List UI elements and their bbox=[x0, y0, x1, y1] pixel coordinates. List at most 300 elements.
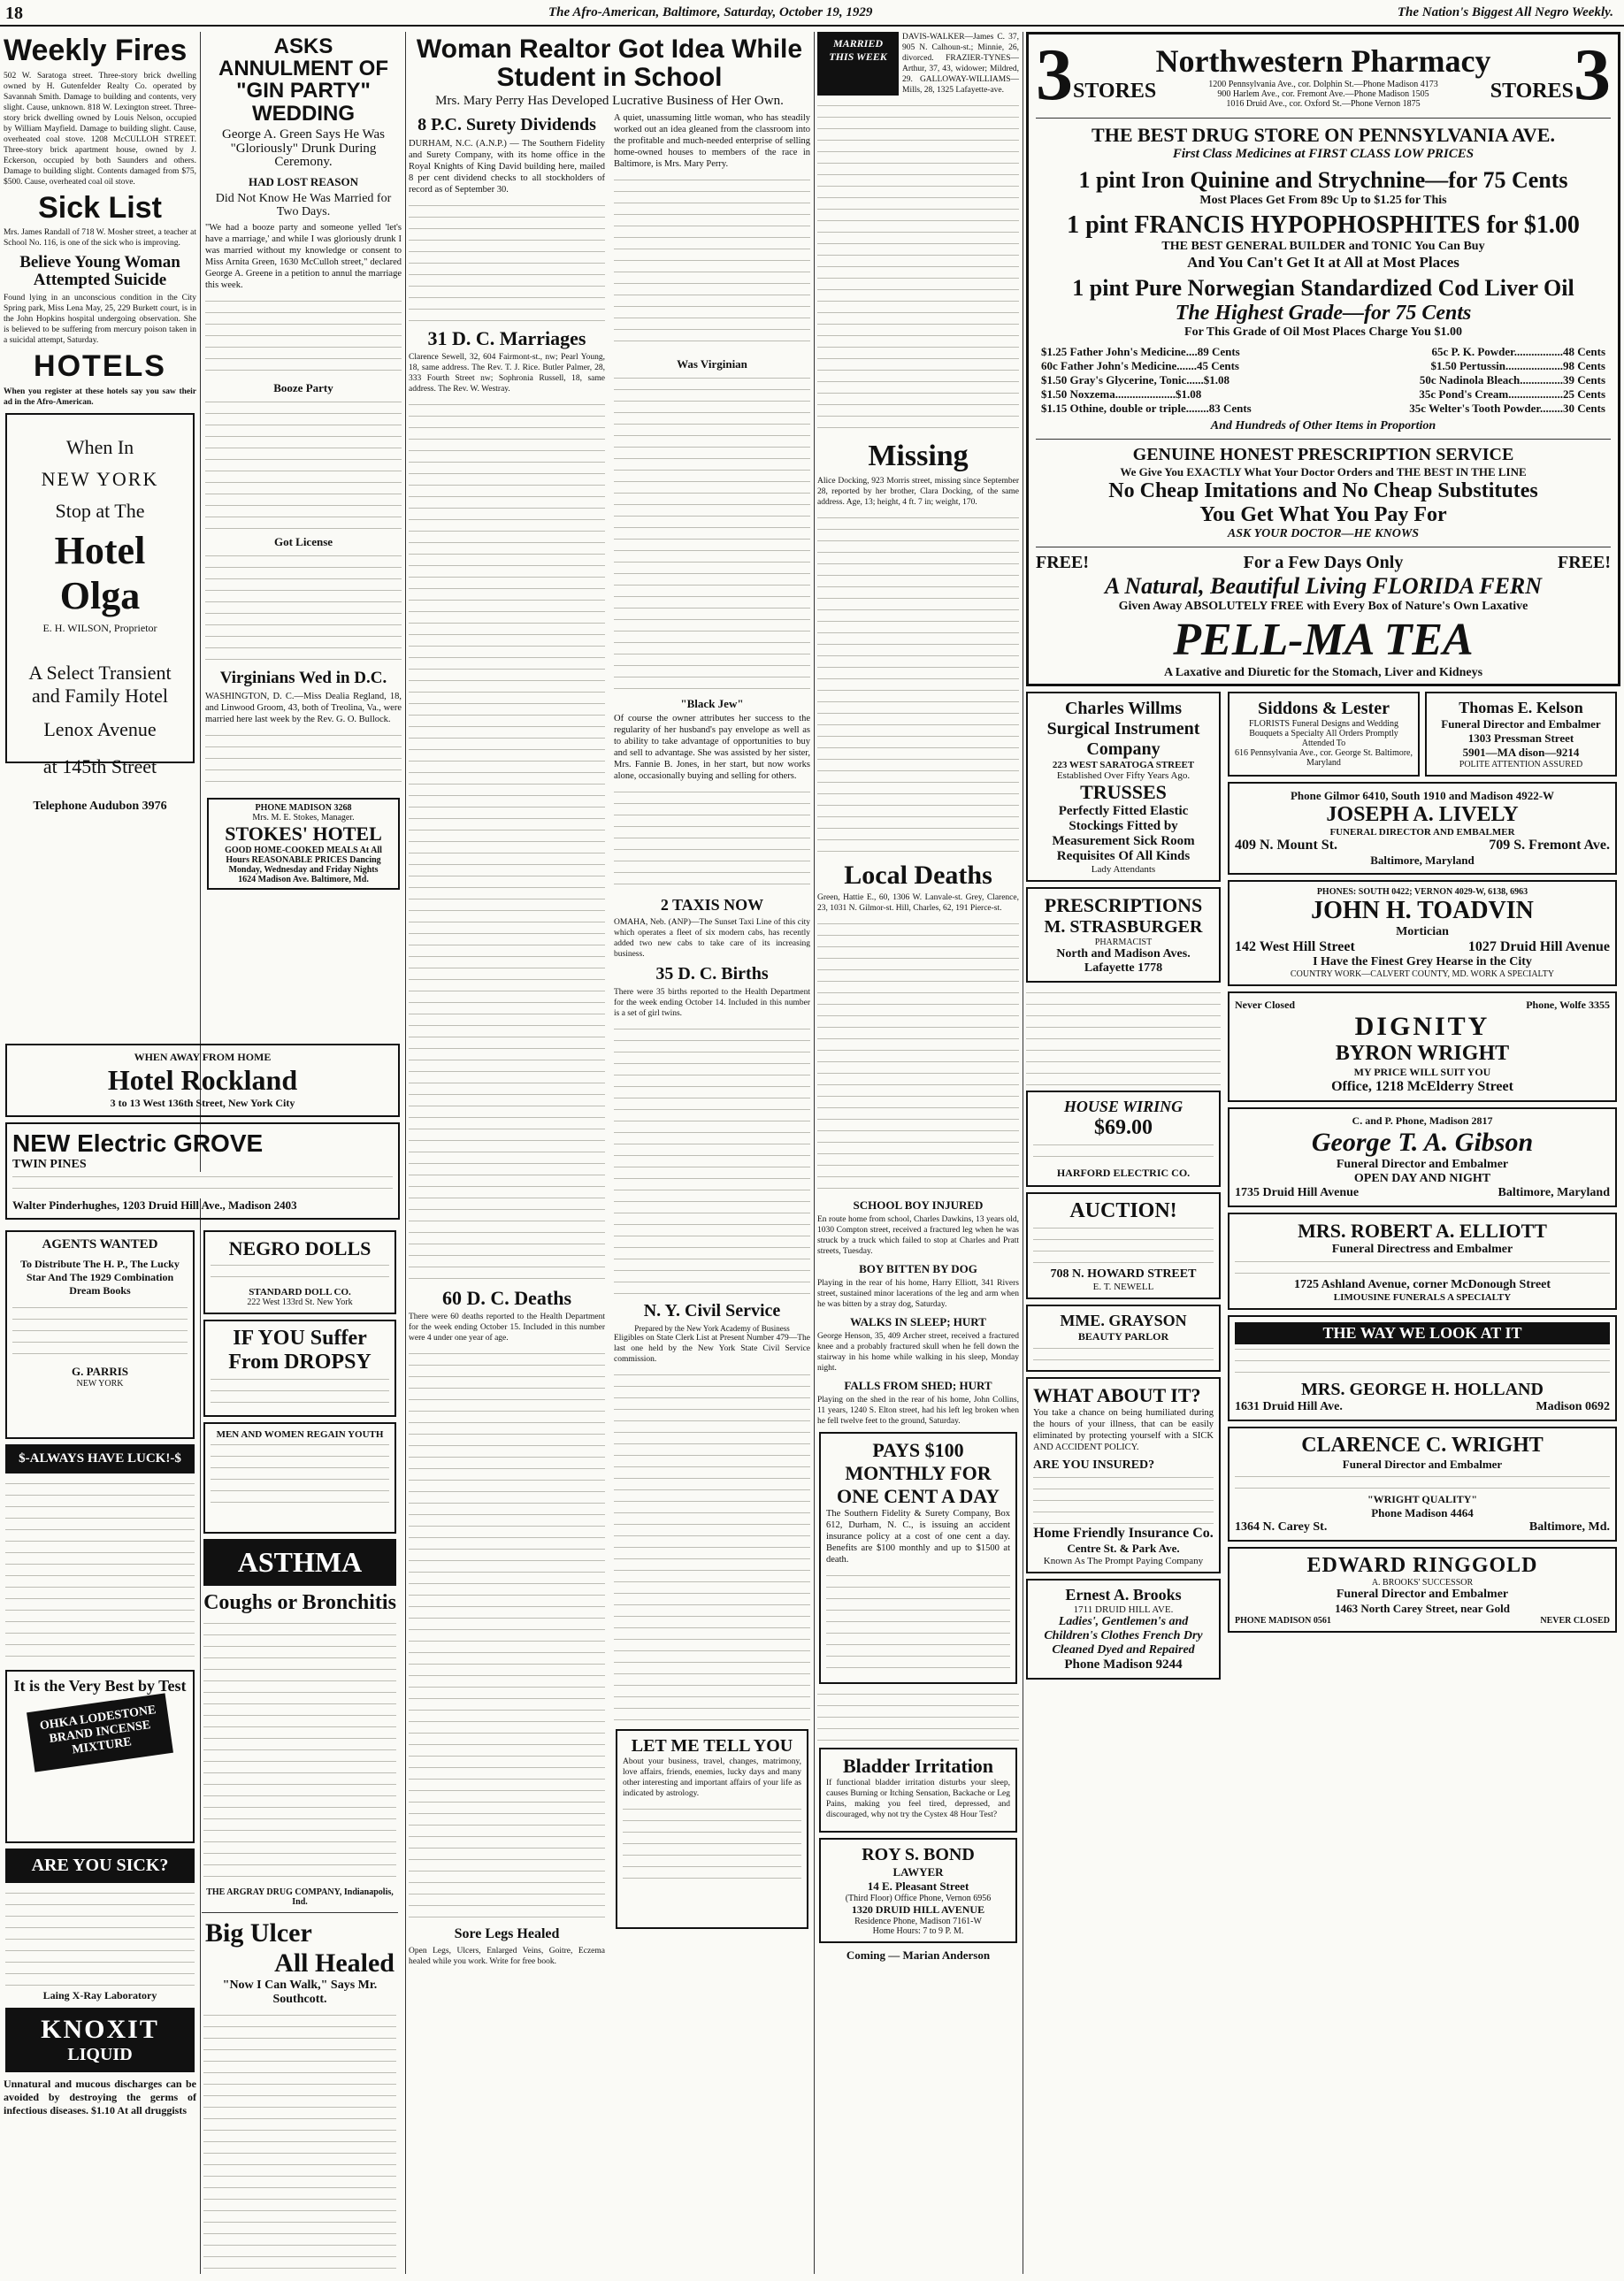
gin-party-text: "We had a booze party and someone yelled 'let's have a marriage,' and while I was gloriously drunk I was married without my knowledge or consent to Miss Arnita Green, 1630 McCulloh street," declared George A. Greene in a petition to annul the marriage this week. bbox=[205, 223, 402, 291]
what-text: You take a chance on being humiliated during the hours of your illness, that can be easily eliminated by protecting yourself with a SICK AND ACCIDENT POLICY. bbox=[1033, 1408, 1214, 1452]
left-lower-ads bbox=[4, 1044, 402, 2277]
price-item: $1.50 Gray's Glycerine, Tonic......$1.08 bbox=[1041, 373, 1230, 387]
price-item: 50c Nadinola Bleach...............39 Cents bbox=[1419, 373, 1605, 387]
price-row bbox=[1036, 373, 1611, 387]
text-column-filler bbox=[1033, 1343, 1214, 1365]
kelson-title: Funeral Director and Embalmer bbox=[1441, 717, 1601, 731]
nw-genuine: GENUINE HONEST PRESCRIPTION SERVICE bbox=[1132, 445, 1514, 464]
nw-no-cheap: No Cheap Imitations and No Cheap Substitutes bbox=[1108, 479, 1538, 502]
text-column-filler bbox=[205, 551, 402, 666]
what-headline: WHAT ABOUT IT? bbox=[1033, 1384, 1201, 1406]
knoxit-name: KNOXIT bbox=[41, 2015, 159, 2044]
lively-name: JOSEPH A. LIVELY bbox=[1326, 803, 1519, 826]
price-row bbox=[1036, 402, 1611, 416]
stokes-description: GOOD HOME-COOKED MEALS At All Hours REASONABLE PRICES Dancing Monday, Wednesday and Friday Nights bbox=[225, 846, 382, 876]
nw-line-3b: The Highest Grade—for 75 Cents bbox=[1175, 302, 1472, 325]
tell-you-text: About your business, travel, changes, matrimony, love affairs, friends, enemies, lucky days and many other interesting and important affairs of your life as indicated by astrology. bbox=[623, 1757, 801, 1798]
ringgold-successor: A. BROOKS' SUCCESSOR bbox=[1371, 1578, 1474, 1588]
hotels-headline: HOTELS bbox=[34, 349, 166, 384]
grayson-title: BEAUTY PARLOR bbox=[1077, 1330, 1169, 1343]
hotels-note: When you register at these hotels say you saw their ad in the Afro-American. bbox=[4, 387, 196, 407]
wright-name: CLARENCE C. WRIGHT bbox=[1301, 1434, 1544, 1457]
auction-name: E. T. NEWELL bbox=[1092, 1282, 1154, 1292]
roy-name: ROY S. BOND bbox=[862, 1845, 975, 1865]
willms-lady: Lady Attendants bbox=[1091, 864, 1156, 875]
taxis-headline: 2 TAXIS NOW bbox=[660, 895, 764, 914]
brooks-address: 1711 DRUID HILL AVE. bbox=[1073, 1604, 1174, 1615]
text-column-filler bbox=[826, 1571, 1010, 1677]
stokes-hotel-ad bbox=[207, 798, 400, 890]
text-column-filler bbox=[409, 1349, 605, 1924]
xray-name: Laing X-Ray Laboratory bbox=[42, 1989, 157, 2002]
gin-party-headline: ASKS ANNULMENT OF "GIN PARTY" WEDDING bbox=[218, 34, 388, 126]
knoxit-text: Unnatural and mucous discharges can be avoided by destroying the germs of infectious diseases. $1.10 At all druggists bbox=[4, 2078, 196, 2116]
kelson-ad bbox=[1425, 692, 1617, 777]
ringgold-address: 1463 North Carey Street, near Gold bbox=[1335, 1602, 1510, 1615]
grove-pines: TWIN PINES bbox=[12, 1158, 87, 1171]
masthead bbox=[0, 0, 1624, 27]
agents-text: To Distribute The H. P., The Lucky Star And The 1929 Combination Dream Books bbox=[20, 1258, 180, 1297]
house-wiring-ad bbox=[1026, 1091, 1221, 1187]
masthead-slogan: The Nation's Biggest All Negro Weekly. bbox=[1397, 5, 1613, 19]
toadvin-address-2: 1027 Druid Hill Avenue bbox=[1467, 939, 1610, 954]
ringgold-title: Funeral Director and Embalmer bbox=[1336, 1588, 1509, 1601]
column-3 bbox=[409, 112, 605, 1972]
grove-name: NEW Electric GROVE bbox=[12, 1129, 264, 1157]
nw-ask: ASK YOUR DOCTOR—HE KNOWS bbox=[1227, 527, 1420, 540]
holland-address: 1631 Druid Hill Ave. bbox=[1235, 1400, 1343, 1413]
roy-title: LAWYER bbox=[892, 1865, 944, 1879]
ohka-label: OHKA LODESTONE BRAND INCENSE MIXTURE bbox=[27, 1693, 173, 1772]
column-5 bbox=[817, 32, 1019, 2278]
nw-name: Northwestern Pharmacy bbox=[1155, 42, 1491, 79]
sore-legs-text: Open Legs, Ulcers, Enlarged Veins, Goitre, Eczema healed while you work. Write for free book. bbox=[409, 1946, 605, 1966]
price-item: 35c Pond's Cream...................25 Cents bbox=[1419, 387, 1605, 401]
price-item: $1.25 Father John's Medicine....89 Cents bbox=[1041, 345, 1240, 358]
brooks-phone: Phone Madison 9244 bbox=[1064, 1657, 1183, 1672]
holland-phone: Madison 0692 bbox=[1536, 1400, 1610, 1413]
text-column-filler bbox=[1033, 1140, 1214, 1167]
bladder-text: If functional bladder irritation disturbs your sleep, causes Burning or Itching Sensation, Backache or Leg Pains, making you feel tired, depressed, and discouraged, why not try the Cystex 48 Hour Test? bbox=[826, 1779, 1010, 1820]
elliott-address: 1725 Ashland Avenue, corner McDonough Street bbox=[1293, 1278, 1551, 1291]
column-2 bbox=[205, 32, 402, 1075]
dividends-headline: 8 P.C. Surety Dividends bbox=[417, 114, 596, 134]
nw-address-2: 900 Harlem Ave., cor. Fremont Ave.—Phone Madison 1505 bbox=[1217, 88, 1429, 99]
willms-name: Charles Willms Surgical Instrument Company bbox=[1046, 699, 1200, 759]
knoxit-ad bbox=[5, 2008, 195, 2072]
dropsy-headline: IF YOU Suffer From DROPSY bbox=[228, 1327, 372, 1374]
home-friendly-name: Home Friendly Insurance Co. bbox=[1033, 1526, 1214, 1541]
text-column-filler bbox=[205, 731, 402, 792]
text-column-filler bbox=[211, 1374, 389, 1410]
nw-pellma: PELL-MA TEA bbox=[1173, 615, 1474, 665]
civil-service-headline: N. Y. Civil Service bbox=[643, 1300, 781, 1320]
gibson-open: OPEN DAY AND NIGHT bbox=[1353, 1172, 1491, 1185]
bladder-headline: Bladder Irritation bbox=[842, 1755, 994, 1778]
price-item: $1.50 Pertussin....................98 Cents bbox=[1430, 359, 1605, 372]
olga-street: at 145th Street bbox=[42, 754, 157, 777]
incense-ad bbox=[5, 1670, 195, 1843]
nw-stores-left: STORES bbox=[1073, 79, 1157, 103]
columns-3-4 bbox=[409, 32, 810, 2278]
text-column-filler bbox=[205, 397, 402, 530]
kelson-name: Thomas E. Kelson bbox=[1459, 699, 1583, 716]
married-badge: MARRIED THIS WEEK bbox=[817, 32, 899, 96]
gin-party-sub-booze: Booze Party bbox=[273, 381, 333, 395]
auction-ad bbox=[1026, 1192, 1221, 1299]
virginian-sub: Was Virginian bbox=[677, 356, 747, 371]
luck-banner bbox=[5, 1444, 195, 1473]
brooks-name: Ernest A. Brooks bbox=[1065, 1586, 1182, 1604]
ringgold-closed: NEVER CLOSED bbox=[1540, 1616, 1610, 1626]
school-boy-headline: SCHOOL BOY INJURED bbox=[853, 1198, 984, 1213]
ulcer-headline-1: Big Ulcer bbox=[205, 1918, 312, 1948]
column-4 bbox=[614, 112, 810, 1972]
elliott-name: MRS. ROBERT A. ELLIOTT bbox=[1298, 1220, 1547, 1242]
brooks-description: Ladies', Gentlemen's and Children's Clothes French Dry Cleaned Dyed and Repaired bbox=[1044, 1615, 1203, 1657]
gibson-name: George T. A. Gibson bbox=[1311, 1128, 1534, 1157]
roy-office: (Third Floor) Office Phone, Vernon 6956 bbox=[845, 1894, 992, 1904]
rx-headline: PRESCRIPTIONS bbox=[1044, 894, 1203, 916]
what-about-it-ad bbox=[1026, 1377, 1221, 1573]
suicide-headline: Believe Young Woman Attempted Suicide bbox=[19, 253, 180, 290]
nw-stores-right: STORES bbox=[1490, 79, 1574, 103]
price-item: 65c P. K. Powder.................48 Cents bbox=[1431, 345, 1605, 358]
sick-list-headline: Sick List bbox=[38, 190, 162, 225]
nw-line-2: 1 pint FRANCIS HYPOPHOSPHITES for $1.00 bbox=[1067, 211, 1580, 239]
virginians-text: WASHINGTON, D. C.—Miss Dealia Regland, 18, and Linwood Groom, 43, both of Treolina, Va., were married here last week by the Rev. G. O. Bullock. bbox=[205, 692, 402, 725]
sleep-walk-headline: WALKS IN SLEEP; HURT bbox=[850, 1315, 986, 1329]
wright-address: 1364 N. Carey St. bbox=[1235, 1520, 1328, 1534]
births-text: There were 35 births reported to the Health Department for the week ending October 14. Included in this number is a set of girl twins. bbox=[614, 987, 810, 1018]
toadvin-hearse: I Have the Finest Grey Hearse in the City bbox=[1313, 955, 1532, 968]
toadvin-ad bbox=[1228, 880, 1617, 986]
gibson-city: Baltimore, Maryland bbox=[1498, 1186, 1610, 1199]
masthead-title: The Afro-American, Baltimore, Saturday, October 19, 1929 bbox=[548, 5, 873, 19]
text-column-filler bbox=[211, 1260, 389, 1287]
realtor-text: A quiet, unassuming little woman, who has steadily worked out an idea gleaned from the classroom into the profitable and much-needed enterprise of selling home-owned houses to members of the race in Baltimore, is Mrs. Mary Perry. bbox=[614, 112, 810, 169]
school-boy-text: En route home from school, Charles Dawkins, 13 years old, 1030 Compton street, received a fractured leg when he was struck by a truck which failed to stop at Charles and Pratt streets, Tuesday. bbox=[817, 1215, 1019, 1257]
ringgold-name: EDWARD RINGGOLD bbox=[1306, 1554, 1538, 1577]
text-column-filler bbox=[12, 1303, 188, 1365]
black-jew-sub: "Black Jew" bbox=[680, 696, 744, 710]
text-column-filler bbox=[203, 2010, 396, 2276]
ringgold-phone: PHONE MADISON 0561 bbox=[1235, 1616, 1331, 1626]
price-item: $1.50 Noxzema.....................$1.08 bbox=[1041, 387, 1202, 401]
text-column-filler bbox=[1235, 1344, 1610, 1380]
text-column-filler bbox=[817, 101, 1019, 437]
nw-given: Given Away ABSOLUTELY FREE with Every Box of Nature's Own Laxative bbox=[1118, 600, 1528, 613]
text-column-filler bbox=[409, 201, 605, 325]
roy-bond-ad bbox=[819, 1838, 1017, 1943]
price-item: 60c Father John's Medicine.......45 Cents bbox=[1041, 359, 1239, 372]
nw-line-2b: THE BEST GENERAL BUILDER and TONIC You Can Buy bbox=[1161, 240, 1485, 253]
knoxit-sub: LIQUID bbox=[67, 2045, 133, 2064]
nw-line-3: 1 pint Pure Norwegian Standardized Cod Liver Oil bbox=[1072, 275, 1574, 301]
right-ads bbox=[1026, 32, 1620, 2278]
dolls-company: STANDARD DOLL CO. bbox=[249, 1287, 351, 1297]
auction-address: 708 N. HOWARD STREET bbox=[1050, 1267, 1197, 1281]
siddons-description: FLORISTS Funeral Designs and Wedding Bouquets a Specialty All Orders Promptly Attended To bbox=[1248, 719, 1398, 748]
text-column-filler bbox=[1235, 1472, 1610, 1493]
olga-avenue: Lenox Avenue bbox=[43, 717, 157, 740]
grayson-name: MME. GRAYSON bbox=[1060, 1312, 1187, 1329]
dog-bite-text: Playing in the rear of his home, Harry Elliott, 341 Rivers street, sustained minor lacerations of the leg and arm when he was bitten by a stray dog, Saturday. bbox=[817, 1279, 1019, 1310]
luck-headline: $-ALWAYS HAVE LUCK!-$ bbox=[19, 1451, 181, 1466]
dropsy-ad bbox=[203, 1320, 396, 1417]
marriages-text: Clarence Sewell, 32, 604 Fairmont-st., nw; Pearl Young, 18, same address. The Rev. T. J. Rice. Butler Palmer, 28, 333 Fourth Street nw; Sophronia Russell, 18, same address. The Rev. W. Westray. bbox=[409, 352, 605, 394]
nw-few-days: For a Few Days Only bbox=[1243, 553, 1404, 572]
stokes-phone: PHONE MADISON 3268 bbox=[255, 803, 352, 814]
pays-headline: PAYS $100 MONTHLY FOR ONE CENT A DAY bbox=[836, 1439, 1000, 1508]
olga-city: NEW YORK bbox=[41, 467, 159, 490]
price-row bbox=[1036, 345, 1611, 359]
dolls-headline: NEGRO DOLLS bbox=[228, 1237, 372, 1259]
olga-when: When In bbox=[65, 435, 134, 458]
marriages-headline: 31 D. C. Marriages bbox=[427, 326, 586, 349]
nw-first-class: First Class Medicines at FIRST CLASS LOW PRICES bbox=[1172, 147, 1475, 161]
olga-phone: Telephone Audubon 3976 bbox=[33, 799, 167, 813]
divider bbox=[202, 1912, 398, 1913]
wright-phone: Phone Madison 4464 bbox=[1371, 1506, 1474, 1519]
lively-phone: Phone Gilmor 6410, South 1910 and Madison 4922-W bbox=[1290, 789, 1555, 802]
holland-ad bbox=[1228, 1315, 1617, 1421]
dignity-never: Never Closed bbox=[1235, 999, 1296, 1011]
text-column-filler bbox=[1033, 1473, 1214, 1526]
price-row bbox=[1036, 359, 1611, 373]
dignity-name: DIGNITY bbox=[1354, 1012, 1490, 1041]
dignity-by: BYRON WRIGHT bbox=[1335, 1042, 1510, 1065]
text-column-filler bbox=[12, 1172, 393, 1198]
regain-youth-ad bbox=[203, 1422, 396, 1534]
nw-free-right: FREE! bbox=[1557, 553, 1611, 572]
text-column-filler bbox=[1235, 1257, 1610, 1278]
toadvin-phones: PHONES: SOUTH 0422; VERNON 4029-W, 6138, 6963 bbox=[1316, 887, 1528, 897]
nw-free-left: FREE! bbox=[1036, 553, 1089, 572]
married-text: DAVIS-WALKER—James C. 37, 905 N. Calhoun-st.; Minnie, 26, divorced. FRAZIER-TYNES—Arthur, 37, 43, widower; Mildred, 29. GALLOWAY-WILLIAMS—Mills, 28, 1325 Lafayette-ave. bbox=[902, 33, 1019, 95]
pays-monthly-ad bbox=[819, 1432, 1017, 1684]
asthma-banner bbox=[203, 1539, 396, 1586]
black-jew-text: Of course the owner attributes her success to the regularity of her husband's pay envelope as well as to ability to take advantage of opportunities to buy and sell to advantage. She was assisted by her sister, Mrs. Fannie B. Jones, in her start, but now works alone, occasionally buying and selling for others. bbox=[614, 713, 810, 781]
civil-service-text: Eligibles on State Clerk List at Present Number 479—The last one held by the New York State Civil Service commission. bbox=[614, 1333, 810, 1364]
realtor-headline: Woman Realtor Got Idea While Student in School bbox=[416, 34, 803, 92]
nw-hundreds: And Hundreds of Other Items in Proportion bbox=[1210, 419, 1436, 432]
weekly-fires-headline: Weekly Fires bbox=[4, 34, 188, 67]
text-column-filler bbox=[409, 400, 605, 1284]
column-rule bbox=[405, 32, 406, 2274]
deaths-headline: 60 D. C. Deaths bbox=[441, 1286, 572, 1309]
olga-name: Hotel Olga bbox=[54, 528, 146, 617]
home-friendly-note: Known As The Prompt Paying Company bbox=[1043, 1556, 1204, 1566]
olga-description: A Select Transient and Family Hotel bbox=[28, 661, 172, 707]
wiring-headline: HOUSE WIRING bbox=[1063, 1098, 1184, 1115]
gibson-ad bbox=[1228, 1107, 1617, 1207]
lively-address-2: 709 S. Fremont Ave. bbox=[1489, 838, 1610, 853]
agents-wanted-ad bbox=[5, 1230, 195, 1439]
price-row bbox=[1036, 387, 1611, 402]
ulcer-headline-2: All Healed bbox=[274, 1948, 395, 1978]
pays-text: The Southern Fidelity & Surety Company, Box 612, Durham, N. C., is issuing an accident insurance policy at a cost of one cent a day. Benefits are $100 monthly and up to $1500 at death. bbox=[826, 1509, 1010, 1565]
nw-number-right: 3 bbox=[1574, 34, 1611, 116]
roy-hours: Home Hours: 7 to 9 P. M. bbox=[872, 1926, 964, 1937]
agents-headline: AGENTS WANTED bbox=[42, 1237, 158, 1251]
nw-exactly: We Give You EXACTLY What Your Doctor Orders and THE BEST IN THE LINE bbox=[1120, 465, 1527, 478]
wiring-company: HARFORD ELECTRIC CO. bbox=[1056, 1167, 1191, 1179]
brooks-ad bbox=[1026, 1579, 1221, 1680]
virginians-headline: Virginians Wed in D.C. bbox=[219, 669, 387, 688]
ringgold-ad bbox=[1228, 1547, 1617, 1633]
wright-city: Baltimore, Md. bbox=[1528, 1520, 1610, 1534]
gin-party-sub-license: Got License bbox=[273, 535, 333, 549]
rx-address: North and Madison Aves. Lafayette 1778 bbox=[1056, 947, 1191, 975]
rockland-address: 3 to 13 West 136th Street, New York City bbox=[110, 1097, 295, 1109]
asthma-company: THE ARGRAY DRUG COMPANY, Indianapolis, Ind. bbox=[206, 1887, 394, 1907]
lively-title: FUNERAL DIRECTOR AND EMBALMER bbox=[1329, 827, 1515, 838]
agents-city: NEW YORK bbox=[76, 1379, 124, 1389]
willms-address: 223 WEST SARATOGA STREET bbox=[1052, 760, 1195, 770]
nw-line-2c: And You Can't Get It at All at Most Places bbox=[1187, 254, 1459, 271]
hotel-olga-ad bbox=[5, 413, 195, 813]
olga-stop: Stop at The bbox=[55, 499, 145, 522]
toadvin-address-1: 142 West Hill Street bbox=[1235, 939, 1355, 954]
elliott-title: Funeral Directress and Embalmer bbox=[1331, 1243, 1513, 1256]
dolls-address: 222 West 133rd St. New York bbox=[247, 1297, 353, 1307]
lively-city: Baltimore, Maryland bbox=[1370, 853, 1475, 867]
siddons-name: Siddons & Lester bbox=[1258, 699, 1390, 718]
suicide-text: Found lying in an unconscious condition in the City Spring park, Miss Lena May, 25, 229 Burkett court, is in the John Hopkins hospital undergoing observation. She is believed to be suffering from mercury poison taken in a suicidal attempt, Saturday. bbox=[4, 294, 196, 346]
text-column-filler bbox=[623, 1804, 801, 1884]
gin-party-sub-2: Did Not Know He Was Married for Two Days. bbox=[215, 192, 392, 218]
nw-laxative: A Laxative and Diuretic for the Stomach, Liver and Kidneys bbox=[1163, 666, 1483, 679]
tell-you-headline: LET ME TELL YOU bbox=[631, 1735, 793, 1756]
toadvin-name: JOHN H. TOADVIN bbox=[1311, 897, 1534, 924]
missing-text: Alice Docking, 923 Morris street, missing since September 28, reported by her brother, Clara Docking, of the same address. Age, 13; height, 4 ft. 7 in; weight, 170. bbox=[817, 476, 1019, 507]
nw-address-3: 1016 Druid Ave., cor. Oxford St.—Phone Vernon 1875 bbox=[1226, 98, 1421, 109]
nw-line-1: 1 pint Iron Quinine and Strychnine—for 75 Cents bbox=[1078, 167, 1568, 193]
column-rule bbox=[814, 32, 815, 2274]
local-deaths-headline: Local Deaths bbox=[844, 860, 992, 890]
electric-grove-ad bbox=[5, 1122, 400, 1220]
siddons-address: 616 Pennsylvania Ave., cor. George St. Baltimore, Maryland bbox=[1235, 748, 1413, 768]
nw-line-3c: For This Grade of Oil Most Places Charge You $1.00 bbox=[1184, 325, 1462, 339]
ulcer-deck: "Now I Can Walk," Says Mr. Southcott. bbox=[222, 1979, 378, 2006]
text-column-filler bbox=[614, 1370, 810, 1724]
gin-party-sub-1: HAD LOST REASON bbox=[248, 175, 358, 188]
text-column-filler bbox=[203, 1619, 396, 1884]
text-column-filler bbox=[614, 1024, 810, 1298]
nw-price-list bbox=[1036, 345, 1611, 416]
dignity-phone: Phone, Wolfe 3355 bbox=[1526, 999, 1610, 1011]
way-headline: THE WAY WE LOOK AT IT bbox=[1235, 1322, 1610, 1344]
northwestern-pharmacy-ad bbox=[1026, 32, 1620, 686]
text-column-filler bbox=[5, 1479, 195, 1665]
let-me-tell-you-ad bbox=[616, 1729, 808, 1929]
text-column-filler bbox=[817, 1689, 1019, 1742]
best-headline: It is the Very Best by Test bbox=[13, 1677, 187, 1695]
stokes-name: STOKES' HOTEL bbox=[225, 823, 382, 846]
price-item: $1.15 Othine, double or triple........83 Cents bbox=[1041, 402, 1252, 415]
text-column-filler bbox=[211, 1440, 389, 1511]
kelson-note: POLITE ATTENTION ASSURED bbox=[1459, 760, 1583, 769]
rockland-when: WHEN AWAY FROM HOME bbox=[134, 1051, 272, 1063]
sleep-walk-text: George Henson, 35, 409 Archer street, received a fractured knee and a probably fractured skull when he fell down the stairway in his home while walking in his sleep, Monday night. bbox=[817, 1332, 1019, 1374]
toadvin-title: Mortician bbox=[1396, 925, 1449, 938]
roy-phone: Residence Phone, Madison 7161-W bbox=[854, 1917, 982, 1927]
willms-established: Established Over Fifty Years Ago. bbox=[1056, 770, 1191, 781]
willms-description: Perfectly Fitted Elastic Stockings Fitted by Measurement Sick Room Requisites Of All Kinds bbox=[1052, 804, 1195, 863]
gin-party-deck: George A. Green Says He Was "Gloriously" Drunk During Ceremony. bbox=[221, 126, 386, 170]
gibson-phone: C. and P. Phone, Madison 2817 bbox=[1352, 1114, 1493, 1127]
text-column-filler bbox=[205, 296, 402, 376]
asthma-sub: Coughs or Bronchitis bbox=[203, 1591, 396, 1614]
roy-residence: 1320 DRUID HILL AVENUE bbox=[851, 1903, 985, 1917]
are-you-sick-banner bbox=[5, 1849, 195, 1883]
weekly-fires-text: 502 W. Saratoga street. Three-story brick dwelling owned by H. Gutenfelder Realty Co. operated by Savannah Smith. Damage to building and contents, very slight. Cause, unknown. 818 W. Lexington street. Three-story brick dwelling owned by Louis Nelson, occupied by William Mayfield. Damage to building slight. Cause, overheated coal stove. 1208 McCULLOH STREET. Three-story brick apartment house, owned by J. Eckerson, occupied by both Saunders and others. Damage to building slight. Contents damaged from $75, $500. Cause, overheated coal oil stove. bbox=[4, 71, 196, 187]
agents-name: G. PARRIS bbox=[71, 1365, 129, 1378]
nw-fern: A Natural, Beautiful Living FLORIDA FERN bbox=[1104, 573, 1543, 599]
dignity-ad bbox=[1228, 991, 1617, 1102]
strasburger-ad bbox=[1026, 887, 1221, 983]
taxis-text: OMAHA, Neb. (ANP)—The Sunset Taxi Line of this city which operates a fleet of six modern cabs, has recently added two new cabs to take care of its increasing business. bbox=[614, 917, 810, 959]
gibson-title: Funeral Director and Embalmer bbox=[1336, 1158, 1509, 1171]
page-number: 18 bbox=[5, 4, 23, 23]
nw-number-left: 3 bbox=[1036, 34, 1073, 116]
shed-fall-text: Playing on the shed in the rear of his home, John Collins, 11 years, 1240 S. Elton street, had his left leg broken when he fell twelve feet to the ground, Saturday. bbox=[817, 1396, 1019, 1427]
rockland-name: Hotel Rockland bbox=[107, 1064, 298, 1096]
stokes-manager: Mrs. M. E. Stokes, Manager. bbox=[252, 813, 355, 823]
local-deaths-text: Green, Hattie E., 60, 1306 W. Lanvale-st. Grey, Clarence, 23, 1031 N. Gilmor-st. Hill, Charles, 62, 191 Pierce-st. bbox=[817, 893, 1019, 914]
grayson-ad bbox=[1026, 1305, 1221, 1372]
stokes-address: 1624 Madison Ave. Baltimore, Md. bbox=[238, 875, 369, 885]
shed-fall-headline: FALLS FROM SHED; HURT bbox=[844, 1379, 992, 1393]
elliott-ad bbox=[1228, 1213, 1617, 1310]
lively-address-1: 409 N. Mount St. bbox=[1235, 838, 1338, 853]
sick-list-text: Mrs. James Randall of 718 W. Mosher street, a teacher at School No. 116, is one of the sick who is improving. bbox=[4, 228, 196, 249]
price-item: 35c Welter's Tooth Powder........30 Cents bbox=[1409, 402, 1605, 415]
dog-bite-headline: BOY BITTEN BY DOG bbox=[859, 1262, 977, 1276]
sore-legs-headline: Sore Legs Healed bbox=[454, 1925, 560, 1941]
nw-line-1b: Most Places Get From 89c Up to $1.25 for This bbox=[1199, 194, 1447, 207]
nw-address-1: 1200 Pennsylvania Ave., cor. Dolphin St.—Phone Madison 4173 bbox=[1208, 79, 1438, 89]
wright-ad bbox=[1228, 1427, 1617, 1542]
auction-headline: AUCTION! bbox=[1069, 1199, 1177, 1222]
asthma-headline: ASTHMA bbox=[237, 1546, 363, 1578]
text-column-filler bbox=[817, 919, 1019, 1193]
youth-headline: MEN AND WOMEN REGAIN YOUTH bbox=[216, 1429, 384, 1440]
roy-address: 14 E. Pleasant Street bbox=[867, 1879, 969, 1894]
missing-headline: Missing bbox=[868, 440, 969, 472]
dividends-text: DURHAM, N.C. (A.N.P.) — The Southern Fidelity and Surety Company, with its home office in the Royal Knights of King David building here, mailed 8 per cent dividend checks to all stockholders of record as of September 30. bbox=[409, 138, 605, 195]
insured-headline: ARE YOU INSURED? bbox=[1033, 1458, 1155, 1472]
hotel-rockland-ad bbox=[5, 1044, 400, 1117]
deaths-text: There were 60 deaths reported to the Health Department for the week ending October 15. Included in this number were 4 under one year of age. bbox=[409, 1312, 605, 1343]
grove-contact: Walter Pinderhughes, 1203 Druid Hill Ave., Madison 2403 bbox=[12, 1198, 297, 1212]
wright-title: Funeral Director and Embalmer bbox=[1342, 1458, 1503, 1471]
text-column-filler bbox=[5, 1888, 195, 1986]
wiring-price: $69.00 bbox=[1094, 1116, 1153, 1139]
home-friendly-address: Centre St. & Park Ave. bbox=[1067, 1542, 1180, 1555]
lively-ad bbox=[1228, 782, 1617, 875]
olga-proprietor: E. H. WILSON, Proprietor bbox=[42, 621, 157, 634]
text-column-filler bbox=[614, 787, 810, 893]
kelson-phone: 5901—MA dison—9214 bbox=[1462, 746, 1580, 759]
realtor-deck: Mrs. Mary Perry Has Developed Lucrative Business of Her Own. bbox=[435, 94, 784, 108]
sick-headline: ARE YOU SICK? bbox=[31, 1856, 169, 1875]
willms-ad bbox=[1026, 692, 1221, 882]
text-column-filler bbox=[1033, 1223, 1214, 1267]
text-column-filler bbox=[817, 513, 1019, 858]
nw-get: You Get What You Pay For bbox=[1199, 503, 1447, 526]
